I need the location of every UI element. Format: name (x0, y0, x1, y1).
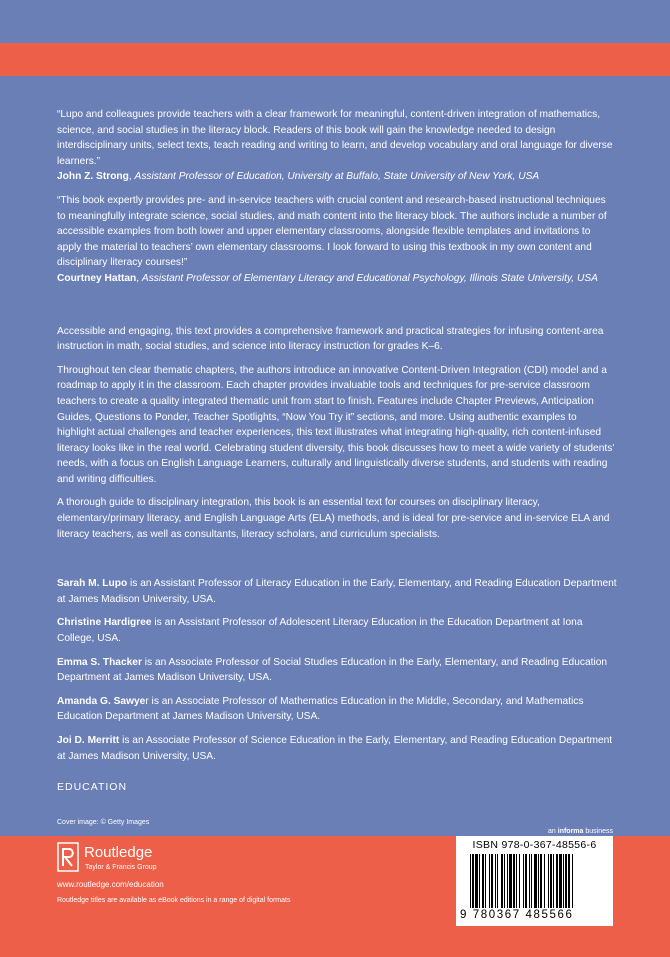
quote-text: “Lupo and colleagues provide teachers with a clear framework for meaningful, content-driven integration of mathematics, science, and social studies in the literacy block. Readers of this book will gain the knowledge needed to design interdisciplinary units, select texts, teach reading and writing to learn, and develop vocabulary and oral language for diverse learners.” (57, 109, 613, 167)
barcode-bar (472, 854, 474, 908)
quote-attribution: John Z. Strong, Assistant Professor of Education, University at Buffalo, State University of New York, USA (57, 171, 540, 183)
quote-attribution: Courtney Hattan, Assistant Professor of Elementary Literacy and Educational Psychology, Illinois State University, USA (57, 272, 598, 284)
barcode-bar (501, 854, 503, 908)
endorser-name: Courtney Hattan (57, 272, 137, 284)
barcode-bar (540, 854, 542, 908)
top-accent-stripe (0, 43, 670, 76)
barcode-bar (489, 854, 490, 908)
barcode-bar (475, 854, 478, 908)
isbn-label: ISBN 978-0-367-48556-6 (472, 839, 597, 851)
barcode-bar (534, 854, 537, 908)
endorsement-quote (57, 193, 617, 287)
barcode-bar (550, 854, 552, 908)
barcode-bar (559, 854, 562, 908)
barcode-bar (538, 854, 539, 908)
barcode-digits: 9 780367 485566 (460, 909, 574, 921)
description-paragraph: Accessible and engaging, this text provides a comprehensive framework and practical strategies for infusing content-area instruction in math, social studies, and science into literacy instruction for grades K–6. (57, 325, 604, 353)
publisher-website-link[interactable]: www.routledge.com/education (57, 880, 164, 889)
barcode-bar (516, 854, 517, 908)
barcode-bar (563, 854, 564, 908)
informa-tagline (548, 828, 613, 835)
barcode-bar (525, 854, 527, 908)
barcode-bar (531, 854, 532, 908)
barcode-bar (556, 854, 558, 908)
author-bio (57, 655, 617, 686)
author-bio (57, 615, 617, 646)
top-band (0, 0, 670, 43)
author-name: Christine Hardigree (57, 617, 152, 629)
author-bios (57, 576, 617, 764)
barcode-bar (513, 854, 515, 908)
description-paragraph: Throughout ten clear thematic chapters, the authors introduce an innovative Content-Driven Integration (CDI) model and a roadmap to apply it in the classroom. Each chapter provides invaluable tools and techniques for pre-service classroom teachers to create a quality integrated thematic unit from start to finish. Features include Chapter Previews, Anticipation Guides, Questions to Ponder, Teacher Spotlights, “Now You Try it” sections, and more. Using authentic examples to highlight actual challenges and teacher experiences, this text illustrates what integrating high-quality, rich content-infused literacy looks like in the real world. Celebrating student diversity, this book discusses how to meet a wide variety of students’ needs, with a focus on English Language Learners, culturally and linguistically diverse students, and students with reading and writing difficulties. (57, 364, 615, 485)
endorsement-quote (57, 107, 617, 185)
author-bio (57, 694, 617, 725)
barcode-bar (548, 854, 549, 908)
barcode-bar (504, 854, 505, 908)
barcode-bar (572, 854, 573, 908)
author-bio (57, 576, 617, 607)
publisher-subtitle: Taylor & Francis Group (85, 864, 157, 871)
barcode-bars (470, 854, 610, 908)
author-bio-text: is an Assistant Professor of Literacy Education in the Early, Elementary, and Reading Education Department at James Madison University, USA. (57, 578, 617, 605)
barcode-bar (565, 854, 567, 908)
author-name: Sarah M. Lupo (57, 578, 128, 590)
informa-brand: informa (557, 828, 584, 835)
barcode-bar (509, 854, 512, 908)
barcode-bar (497, 854, 498, 908)
author-name: Joi D. Merritt (57, 735, 120, 746)
back-cover-content (57, 107, 617, 796)
author-bio-text: is an Assistant Professor of Adolescent Literacy Education in the Education Department at Iona College, USA. (57, 617, 583, 645)
barcode-bar (495, 854, 496, 908)
endorser-name: John Z. Strong (57, 171, 129, 183)
informa-prefix: an (548, 828, 558, 835)
publisher-name: Routledge (84, 844, 153, 861)
barcode-bar (523, 854, 524, 908)
author-name: Emma S. Thacker (57, 656, 142, 668)
author-bio-text: is an Associate Professor of Social Studies Education in the Early, Elementary, and Reading Education Department at James Madison University, USA. (57, 656, 608, 684)
barcode-bar (479, 854, 480, 908)
barcode-bar (507, 854, 508, 908)
barcode-bar (491, 854, 493, 908)
isbn-barcode (456, 836, 613, 926)
cover-image-credit: Cover image: © Getty Images (57, 819, 150, 826)
informa-suffix: business (583, 828, 613, 835)
barcode-bar (482, 854, 484, 908)
book-description (57, 324, 617, 543)
barcode-bar (485, 854, 486, 908)
author-bio-text: r is an Associate Professor of Mathematics Education in the Middle, Secondary, and Mathematics Education Department at James Madison University, USA. (57, 695, 584, 723)
author-bio-text: is an Associate Professor of Science Education in the Early, Elementary, and Reading Education Department at James Madison University, USA. (57, 735, 613, 762)
routledge-logo-icon (57, 842, 79, 872)
description-paragraph: A thorough guide to disciplinary integration, this book is an essential text for courses on disciplinary literacy, elementary/primary literacy, and English Language Arts (ELA) methods, and is ideal for pre-service and in-service ELA and literacy teachers, as well as consultants, literacy scholars, and curriculum specialists. (57, 497, 610, 540)
author-bio (57, 733, 617, 764)
barcode-bar (544, 854, 545, 908)
barcode-bar (529, 854, 530, 908)
barcode-bar (553, 854, 554, 908)
quote-text: “This book expertly provides pre- and in-service teachers with crucial content and research-based instructional techniques to meaningfully integrate science, social studies, and math content into the literacy block. The authors include a number of accessible examples from both lower and upper elementary classrooms, alongside flexible templates and invitations to apply the material to teachers’ own elementary classrooms. I look forward to using this textbook in my own content and disciplinary literacy courses!” (57, 194, 607, 269)
endorser-role: Assistant Professor of Elementary Literacy and Educational Psychology, Illinois State University, USA (141, 272, 598, 284)
ebook-availability-note: Routledge titles are available as eBook editions in a range of digital formats (57, 897, 291, 904)
subject-category: EDUCATION (57, 781, 128, 794)
barcode-bar (519, 854, 520, 908)
endorser-role: Assistant Professor of Education, University at Buffalo, State University of New York, USA (134, 171, 540, 183)
barcode-bar (568, 854, 570, 908)
author-name: Amanda G. Sawye (57, 695, 146, 707)
barcode-bar (470, 854, 471, 908)
